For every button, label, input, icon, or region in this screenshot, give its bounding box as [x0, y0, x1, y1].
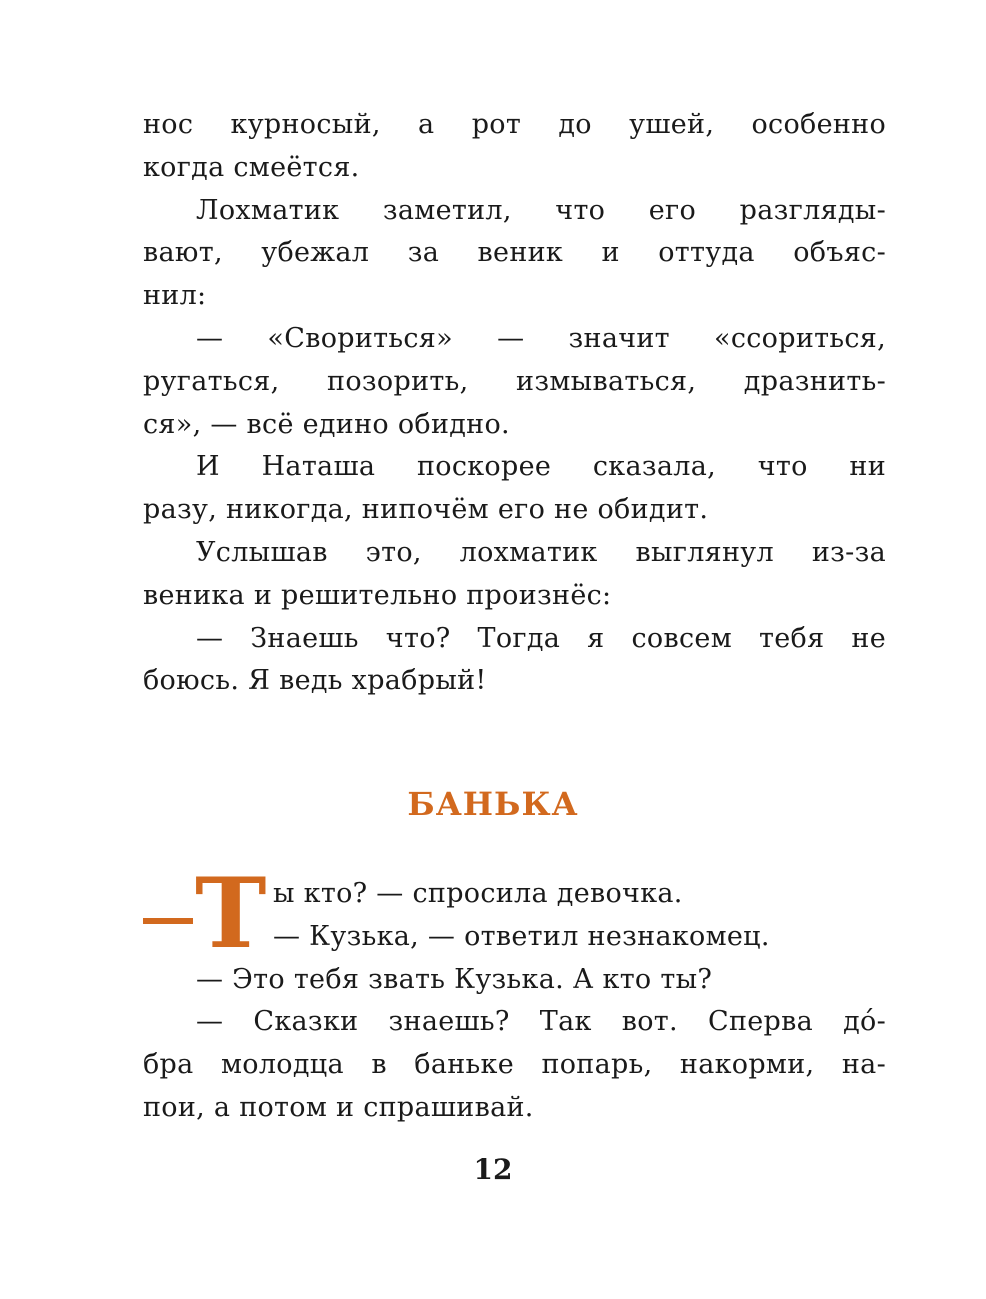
text-line: Лохматик заметил, что его разгляды- [196, 194, 886, 226]
text-line: — Сказки знаешь? Так вот. Сперва до́- [196, 1006, 886, 1038]
page-number: 12 [473, 1153, 513, 1186]
text-line: нил: [143, 280, 207, 312]
text-line: ы кто? — спросила девочка. [273, 878, 683, 909]
drop-cap-letter: Т [195, 857, 267, 970]
text-line: нос курносый, а рот до ушей, особенно [143, 109, 886, 140]
text-line: веника и решительно произнёс: [143, 579, 612, 611]
text-line: Услышав это, лохматик выглянул из-за [196, 536, 886, 568]
text-block-chapter [143, 873, 886, 1130]
text-line: ся», — всё едино обидно. [143, 408, 510, 440]
text-line: — «Свориться» — значит «ссориться, [196, 322, 886, 354]
text-line: вают, убежал за веник и оттуда объяс- [143, 237, 886, 269]
text-line: — Это тебя звать Кузька. А кто ты? [196, 963, 713, 995]
text-line: — Знаешь что? Тогда я совсем тебя не [196, 622, 886, 654]
text-line: бра молодца в баньке попарь, накорми, на- [143, 1049, 886, 1081]
chapter-heading: БАНЬКА [407, 785, 579, 823]
text-line: боюсь. Я ведь храбрый! [143, 665, 487, 697]
text-line: пои, а потом и спрашивай. [143, 1091, 534, 1123]
text-line: И Наташа поскорее сказала, что ни [196, 451, 886, 483]
text-line: когда смеётся. [143, 151, 360, 183]
text-line: ругаться, позорить, измываться, дразнить- [143, 365, 886, 397]
text-line: разу, никогда, нипочём его не обидит. [143, 494, 709, 526]
text-line: — Кузька, — ответил незнакомец. [273, 920, 770, 952]
text-block-top [143, 104, 886, 703]
